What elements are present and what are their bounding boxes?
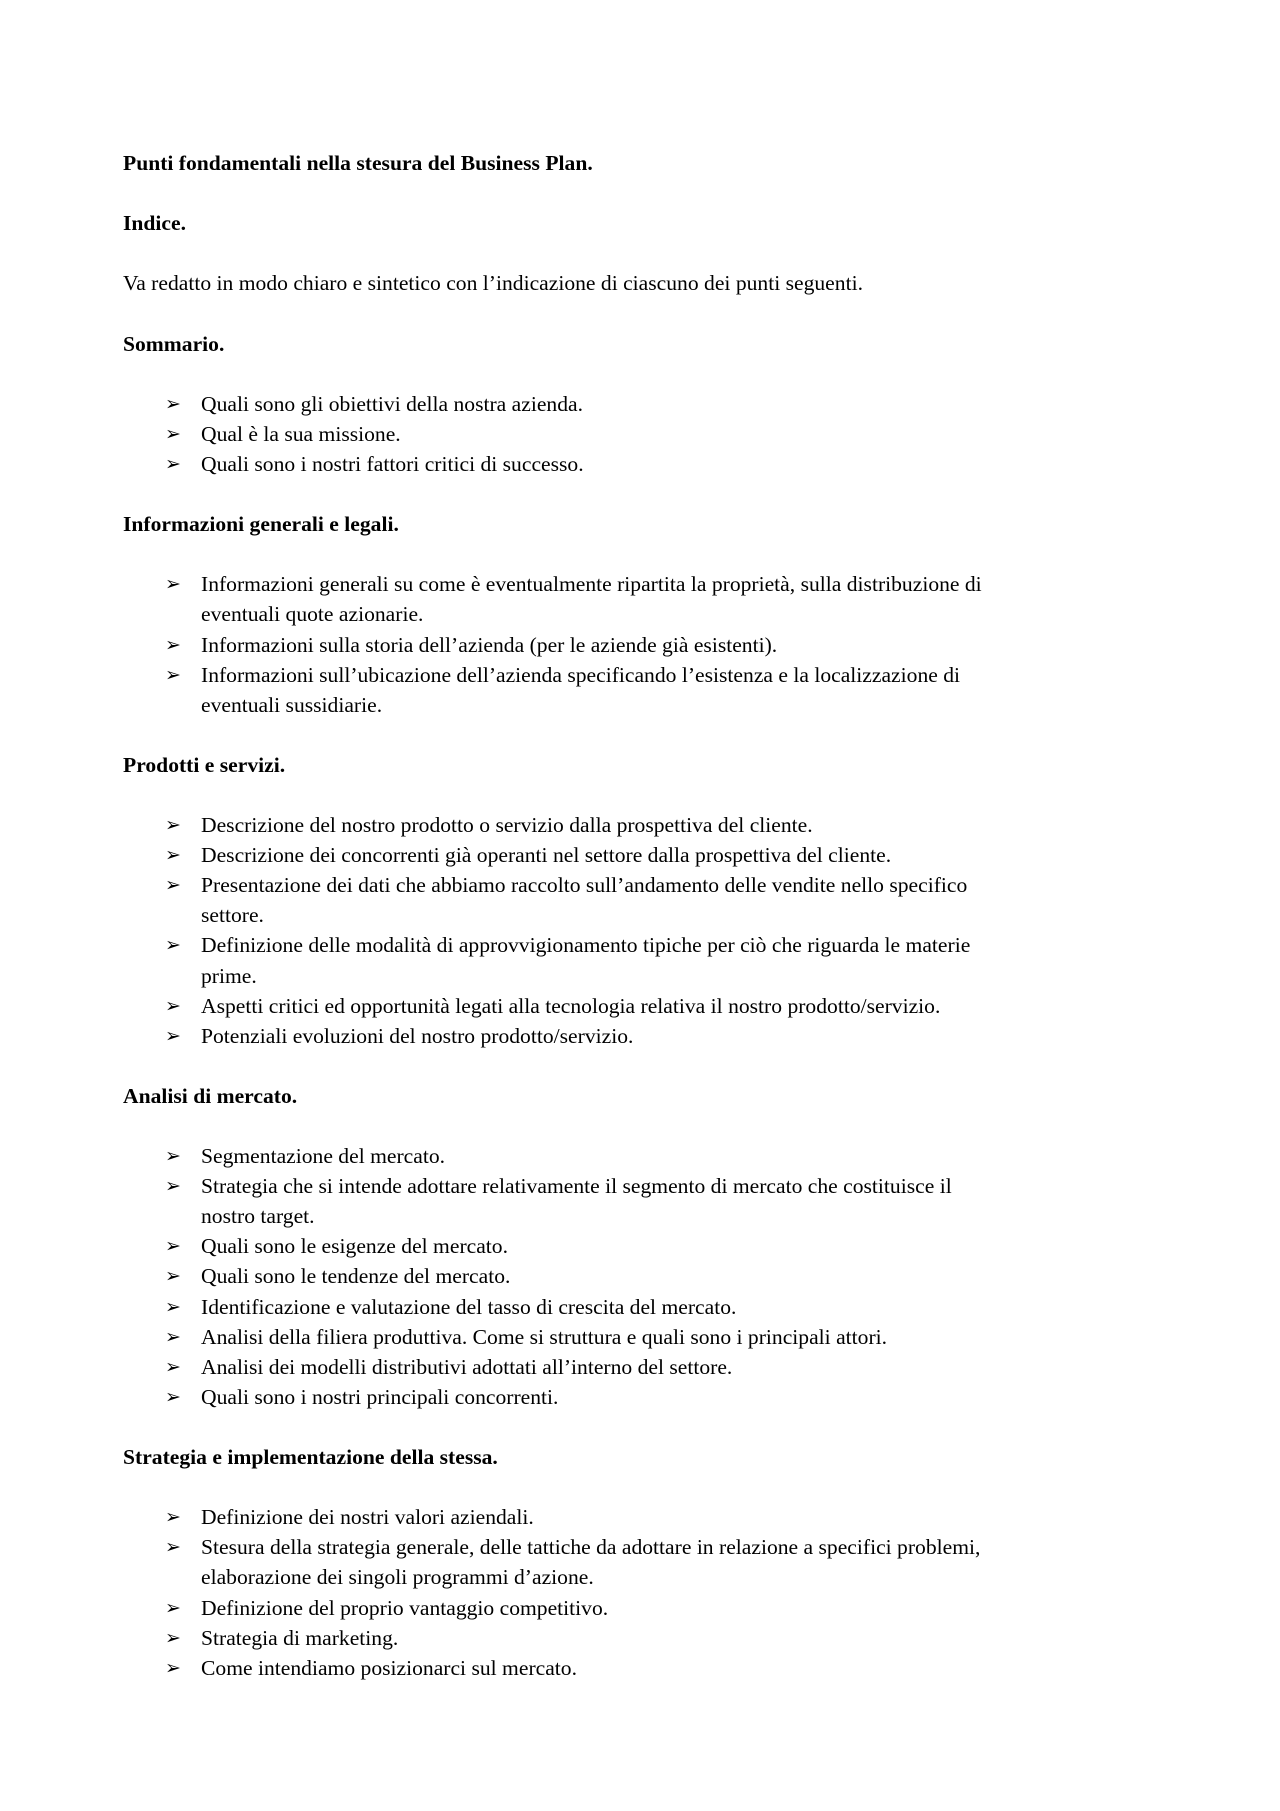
- blank-line: [123, 1051, 1153, 1081]
- list-item-text: Quali sono i nostri fattori critici di successo.: [201, 451, 584, 476]
- list-item: [123, 389, 1153, 419]
- list-item: [123, 1502, 1153, 1532]
- list-item: [123, 1653, 1153, 1683]
- arrowhead-bullet-icon: ➢: [165, 1385, 181, 1408]
- list-item: [123, 1292, 1153, 1322]
- list-item-text: Informazioni sulla storia dell’azienda (per le aziende già esistenti).: [201, 632, 778, 657]
- arrowhead-bullet-icon: ➢: [165, 1656, 181, 1679]
- blank-line: [123, 720, 1153, 750]
- document-title: Punti fondamentali nella stesura del Business Plan.: [123, 151, 593, 175]
- list-item: [123, 1532, 1153, 1592]
- arrowhead-bullet-icon: ➢: [165, 874, 181, 897]
- section-heading: Analisi di mercato.: [123, 1083, 298, 1108]
- arrowhead-bullet-icon: ➢: [165, 1506, 181, 1529]
- list-item-text: Segmentazione del mercato.: [201, 1144, 446, 1169]
- section-heading: Informazioni generali e legali.: [123, 512, 399, 537]
- arrowhead-bullet-icon: ➢: [165, 392, 181, 415]
- arrowhead-bullet-icon: ➢: [165, 1145, 181, 1168]
- arrowhead-bullet-icon: ➢: [165, 573, 181, 596]
- arrowhead-bullet-icon: ➢: [165, 633, 181, 656]
- section-heading: Strategia e implementazione della stessa.: [123, 1445, 498, 1470]
- list-item: [123, 449, 1153, 479]
- arrowhead-bullet-icon: ➢: [165, 1536, 181, 1559]
- section: [123, 1081, 1153, 1442]
- document-page: [123, 148, 1153, 1683]
- arrowhead-bullet-icon: ➢: [165, 422, 181, 445]
- arrowhead-bullet-icon: ➢: [165, 1325, 181, 1348]
- arrowhead-bullet-icon: ➢: [165, 1175, 181, 1198]
- list-item-text: Quali sono le tendenze del mercato.: [201, 1264, 511, 1289]
- list-item: [123, 419, 1153, 449]
- bullet-list: [123, 810, 1153, 1051]
- section: [123, 329, 1153, 510]
- blank-line: [123, 238, 1153, 268]
- list-item-text: Descrizione del nostro prodotto o servizio dalla prospettiva del cliente.: [201, 813, 813, 838]
- blank-line: [123, 359, 1153, 389]
- list-item: [123, 1382, 1153, 1412]
- list-item-text: Quali sono le esigenze del mercato.: [201, 1234, 508, 1259]
- blank-line: [123, 298, 1153, 328]
- arrowhead-bullet-icon: ➢: [165, 1355, 181, 1378]
- arrowhead-bullet-icon: ➢: [165, 1626, 181, 1649]
- arrowhead-bullet-icon: ➢: [165, 663, 181, 686]
- section: [123, 750, 1153, 1081]
- list-item-text: Analisi dei modelli distributivi adottati all’interno del settore.: [201, 1354, 733, 1379]
- blank-line: [123, 780, 1153, 810]
- bullet-list: [123, 1502, 1153, 1683]
- list-item-text: Come intendiamo posizionarci sul mercato.: [201, 1655, 577, 1680]
- arrowhead-bullet-icon: ➢: [165, 1295, 181, 1318]
- arrowhead-bullet-icon: ➢: [165, 1235, 181, 1258]
- arrowhead-bullet-icon: ➢: [165, 1265, 181, 1288]
- list-item: [123, 1141, 1153, 1171]
- list-item: [123, 840, 1153, 870]
- blank-line: [123, 479, 1153, 509]
- list-item-text: Definizione delle modalità di approvvigionamento tipiche per ciò che riguarda le materie prime.: [201, 933, 971, 988]
- list-item-text: Informazioni generali su come è eventualmente ripartita la proprietà, sulla distribuzione di eventuali quote azionarie.: [201, 572, 982, 627]
- list-item: [123, 1352, 1153, 1382]
- list-item: [123, 1623, 1153, 1653]
- list-item: [123, 1171, 1153, 1231]
- list-item-text: Definizione del proprio vantaggio competitivo.: [201, 1595, 609, 1620]
- arrowhead-bullet-icon: ➢: [165, 814, 181, 837]
- blank-line: [123, 1111, 1153, 1141]
- list-item-text: Definizione dei nostri valori aziendali.: [201, 1505, 534, 1530]
- list-item: [123, 991, 1153, 1021]
- section-heading: Indice.: [123, 211, 186, 236]
- list-item: [123, 569, 1153, 629]
- section: [123, 509, 1153, 750]
- section-heading: Sommario.: [123, 331, 225, 356]
- bullet-list: [123, 389, 1153, 479]
- blank-line: [123, 178, 1153, 208]
- list-item-text: Identificazione e valutazione del tasso di crescita del mercato.: [201, 1294, 737, 1319]
- list-item: [123, 870, 1153, 930]
- arrowhead-bullet-icon: ➢: [165, 844, 181, 867]
- list-item: [123, 1322, 1153, 1352]
- list-item-text: Analisi della filiera produttiva. Come si struttura e quali sono i principali attori.: [201, 1324, 888, 1349]
- blank-line: [123, 1412, 1153, 1442]
- blank-line: [123, 539, 1153, 569]
- arrowhead-bullet-icon: ➢: [165, 934, 181, 957]
- list-item: [123, 630, 1153, 660]
- list-item: [123, 810, 1153, 840]
- list-item-text: Quali sono i nostri principali concorrenti.: [201, 1384, 559, 1409]
- section-heading: Prodotti e servizi.: [123, 752, 286, 777]
- list-item-text: Strategia che si intende adottare relativamente il segmento di mercato che costituisce il nostro target.: [201, 1174, 952, 1229]
- section: [123, 208, 1153, 328]
- bullet-list: [123, 1141, 1153, 1412]
- list-item: [123, 660, 1153, 720]
- list-item: [123, 1021, 1153, 1051]
- list-item-text: Stesura della strategia generale, delle tattiche da adottare in relazione a specifici problemi, elaborazione dei singoli programmi d’azione.: [201, 1535, 981, 1590]
- list-item-text: Aspetti critici ed opportunità legati alla tecnologia relativa il nostro prodotto/servizio.: [201, 993, 941, 1018]
- list-item-text: Qual è la sua missione.: [201, 421, 401, 446]
- list-item-text: Descrizione dei concorrenti già operanti nel settore dalla prospettiva del cliente.: [201, 843, 892, 868]
- arrowhead-bullet-icon: ➢: [165, 452, 181, 475]
- list-item: [123, 1231, 1153, 1261]
- list-item-text: Informazioni sull’ubicazione dell’azienda specificando l’esistenza e la localizzazione di eventuali sussidiarie.: [201, 662, 961, 717]
- paragraph: Va redatto in modo chiaro e sintetico con l’indicazione di ciascuno dei punti seguenti.: [123, 271, 863, 296]
- list-item-text: Quali sono gli obiettivi della nostra azienda.: [201, 391, 583, 416]
- list-item: [123, 1261, 1153, 1291]
- list-item: [123, 930, 1153, 990]
- bullet-list: [123, 569, 1153, 719]
- list-item: [123, 1593, 1153, 1623]
- arrowhead-bullet-icon: ➢: [165, 994, 181, 1017]
- list-item-text: Strategia di marketing.: [201, 1625, 399, 1650]
- arrowhead-bullet-icon: ➢: [165, 1596, 181, 1619]
- list-item-text: Presentazione dei dati che abbiamo raccolto sull’andamento delle vendite nello specifico settore.: [201, 873, 968, 928]
- list-item-text: Potenziali evoluzioni del nostro prodotto/servizio.: [201, 1023, 634, 1048]
- blank-line: [123, 1472, 1153, 1502]
- section: [123, 1442, 1153, 1683]
- arrowhead-bullet-icon: ➢: [165, 1024, 181, 1047]
